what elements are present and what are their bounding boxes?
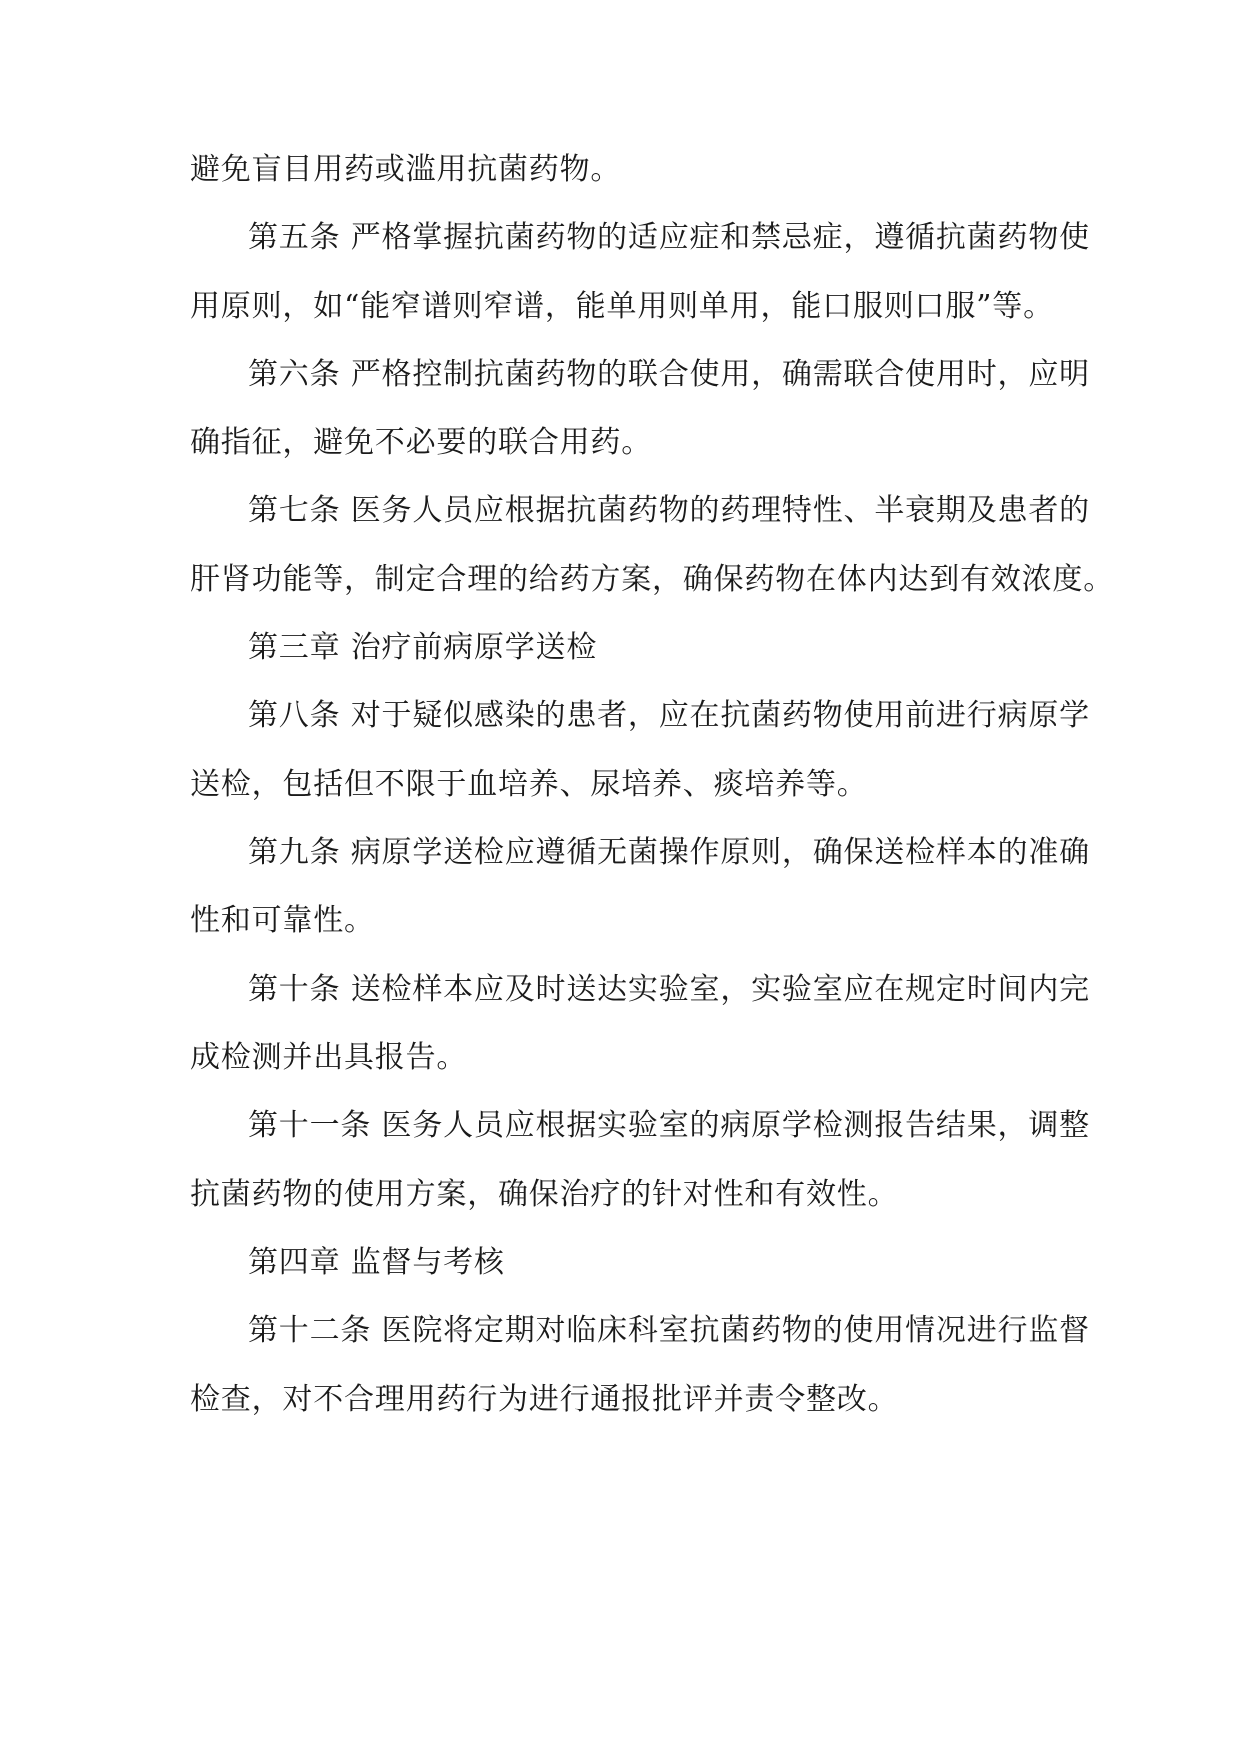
text-line: 送检，包括但不限于血培养、尿培养、痰培养等。: [190, 767, 868, 802]
chapter-4-heading: 第四章 监督与考核: [248, 1245, 505, 1280]
article-5-line: 第五条 严格掌握抗菌药物的适应症和禁忌症，遵循抗菌药物使: [248, 220, 1090, 255]
text-line: 性和可靠性。: [190, 903, 375, 938]
article-6-line: 第六条 严格控制抗菌药物的联合使用，确需联合使用时，应明: [248, 357, 1090, 392]
article-11-line: 第十一条 医务人员应根据实验室的病原学检测报告结果，调整: [248, 1108, 1090, 1143]
article-10-line: 第十条 送检样本应及时送达实验室，实验室应在规定时间内完: [248, 972, 1090, 1007]
article-9-line: 第九条 病原学送检应遵循无菌操作原则，确保送检样本的准确: [248, 835, 1090, 870]
text-line: 确指征，避免不必要的联合用药。: [190, 425, 652, 460]
text-line: 肝肾功能等，制定合理的给药方案，确保药物在体内达到有效浓度。: [190, 562, 1114, 597]
article-8-line: 第八条 对于疑似感染的患者，应在抗菌药物使用前进行病原学: [248, 698, 1090, 733]
text-line: 避免盲目用药或滥用抗菌药物。: [190, 152, 622, 187]
chapter-3-heading: 第三章 治疗前病原学送检: [248, 630, 598, 665]
text-line: 成检测并出具报告。: [190, 1040, 468, 1075]
text-line: 检查，对不合理用药行为进行通报批评并责令整改。: [190, 1382, 899, 1417]
text-line: 抗菌药物的使用方案，确保治疗的针对性和有效性。: [190, 1177, 899, 1212]
article-12-line: 第十二条 医院将定期对临床科室抗菌药物的使用情况进行监督: [248, 1313, 1090, 1348]
text-line: 用原则，如“能窄谱则窄谱，能单用则单用，能口服则口服”等。: [190, 289, 1054, 324]
article-7-line: 第七条 医务人员应根据抗菌药物的药理特性、半衰期及患者的: [248, 493, 1090, 528]
